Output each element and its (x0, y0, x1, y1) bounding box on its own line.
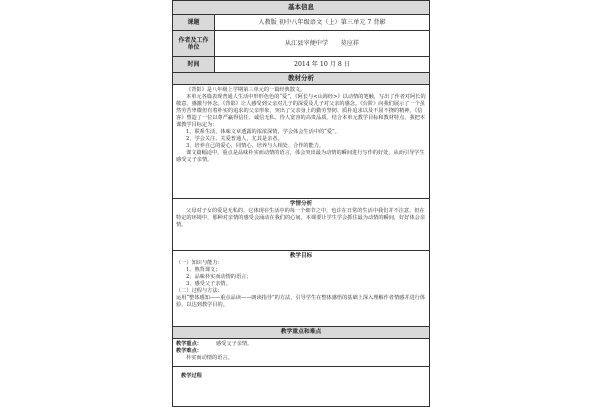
basic-info-header: 基本信息 (173, 1, 430, 15)
key-point-label: 教学重点： (176, 341, 202, 347)
analysis-closing: 课文篇幅适中，重点是品味朴实而动情的语言，体会突出最为动情的瞬间进行写作的好处，从而引导学生感受父子亲情。 (176, 150, 425, 163)
learner-analysis-text: 父母对子女的爱是无私的，它体现在生活中的每一个细节之中，也许在日常的生活中我们并不注意，但在特定的环境中，那种对亲情的感受会涌动在我们的心间。本课要让学生学会抓住最为动情的瞬间，好好体会亲情。 (176, 208, 426, 228)
time-value: 2014 年 10 月 8 日 (215, 57, 430, 73)
teaching-goal-item: 3、感受父子亲情。 (186, 281, 231, 287)
key-point-value: 感受父子亲情。 (215, 341, 253, 347)
analysis-goal: 1、联系生活，体味文章透露的浓浓深情，学会体会生活中的“爱”。 (186, 129, 340, 135)
teaching-goal-item: 1、熟背课文； (186, 267, 221, 273)
difficult-point-value: 朴实而动情的语言。 (186, 355, 233, 361)
teaching-goal-item: 运用“整体感知——重点品读——朗读指导”的方法，引导学生在整体感悟的基础上深入理解作者情感并进行体验，以达到教学目的。 (176, 295, 426, 308)
lesson-plan-page (172, 0, 430, 400)
key-points-header: 教学重点和难点 (173, 327, 430, 339)
teaching-goal-item: 2、品味朴实而动情的语言； (186, 274, 252, 280)
textbook-analysis-header: 教材分析 (173, 73, 430, 85)
textbook-analysis-body (173, 85, 430, 199)
topic-value: 人教版 初中八年级语文（上）第三单元 7 背影 (215, 15, 430, 31)
analysis-paragraph: 《背影》是八年级上学期第三单元的一篇经典散文。 (186, 87, 306, 93)
teaching-goal-item: （二）过程与方法： (176, 288, 223, 294)
lesson-plan-table (172, 0, 430, 407)
teaching-goal-item: （一）知识与能力： (176, 260, 223, 266)
learner-analysis-section (173, 199, 430, 251)
author-value: 从江县宰便中学 莫应祥 (215, 31, 430, 57)
teaching-goals-header: 教学目标 (289, 253, 313, 259)
analysis-paragraph: 本单元各篇表现普通人生活中形形色色的“爱”，《阿长与<山海经>》以动情的笔触，写出了作者对阿长的敬意、感激与怀念。《背影》让人感受到父亲对儿子的深爱及儿子对父亲的感念。《台阶》向我们展示了一个虽然劳苦卑微但有着朴实的追求的父亲形象，突出了父亲身上的勤劳坚韧、质朴追求以及不屈不挠的精神。《信客》塑造了一位以尊严赢得信任、诚信无私、待人宽容的高贵品质。结合本单元教学目标和教材特点，我把本课教学目标定为： (176, 94, 426, 128)
time-label: 时间 (173, 57, 215, 73)
difficult-point-label: 教学难点： (176, 348, 202, 354)
teaching-process-label: 教学过程 (181, 373, 202, 379)
analysis-goal: 3、培养自己的爱心，同情心，培养与人相处、合作的能力。 (186, 143, 325, 149)
topic-label: 课题 (173, 15, 215, 31)
learner-analysis-header: 学情分析 (289, 201, 313, 207)
analysis-goal: 2、学会关注、关爱普通人，尤其是亲者。 (186, 136, 283, 142)
key-points-body (173, 339, 430, 367)
teaching-goals-section (173, 251, 430, 327)
teaching-process-section (173, 367, 430, 407)
author-label: 作者及工作单位 (173, 31, 215, 57)
